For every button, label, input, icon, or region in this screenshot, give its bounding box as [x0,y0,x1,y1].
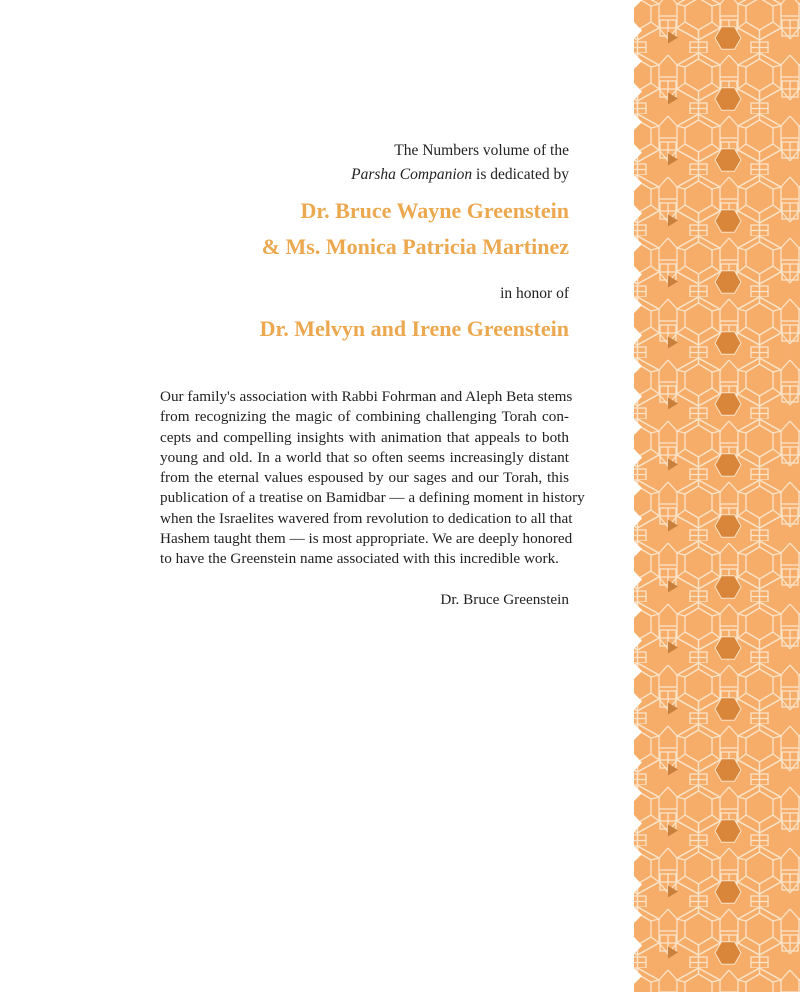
intro-line: The Numbers volume of the [394,142,569,159]
paragraph-line: Hashem taught them — is most appropriate. We are deeply honored [160,530,573,548]
paragraph-line: publication of a treatise on Bamidbar — a defining moment in history [160,489,585,507]
dedication-paragraph [160,387,585,570]
paragraph-line: to have the Greenstein name associated with this incredible work. [160,550,559,568]
dedication-intro [160,139,569,187]
intro-suffix: is dedicated by [472,166,569,183]
dedicator-name-2: & Ms. Monica Patricia Martinez [261,234,569,259]
paragraph-line: when the Israelites wavered from revolution to dedication to all that [160,509,573,527]
pattern-fill [628,0,800,992]
dedicator-name-1: Dr. Bruce Wayne Greenstein [300,198,569,223]
paragraph-line: cepts and compelling insights with animation that appeals to both [160,428,569,446]
paragraph-line: from recognizing the magic of combining challenging Torah con- [160,408,569,426]
paragraph-line: from the eternal values espoused by our sages and our Torah, this [160,469,569,487]
in-honor-of-text: in honor of [500,285,569,302]
book-title: Parsha Companion [351,166,473,183]
honoree-name: Dr. Melvyn and Irene Greenstein [259,316,569,341]
signature: Dr. Bruce Greenstein [440,591,569,608]
paragraph-line: Our family's association with Rabbi Fohrman and Aleph Beta stems [160,388,573,405]
paragraph-line: young and old. In a world that so often seems increasingly distant [160,448,569,466]
decorative-pattern-border [628,0,800,992]
intro-line-2 [160,163,569,187]
